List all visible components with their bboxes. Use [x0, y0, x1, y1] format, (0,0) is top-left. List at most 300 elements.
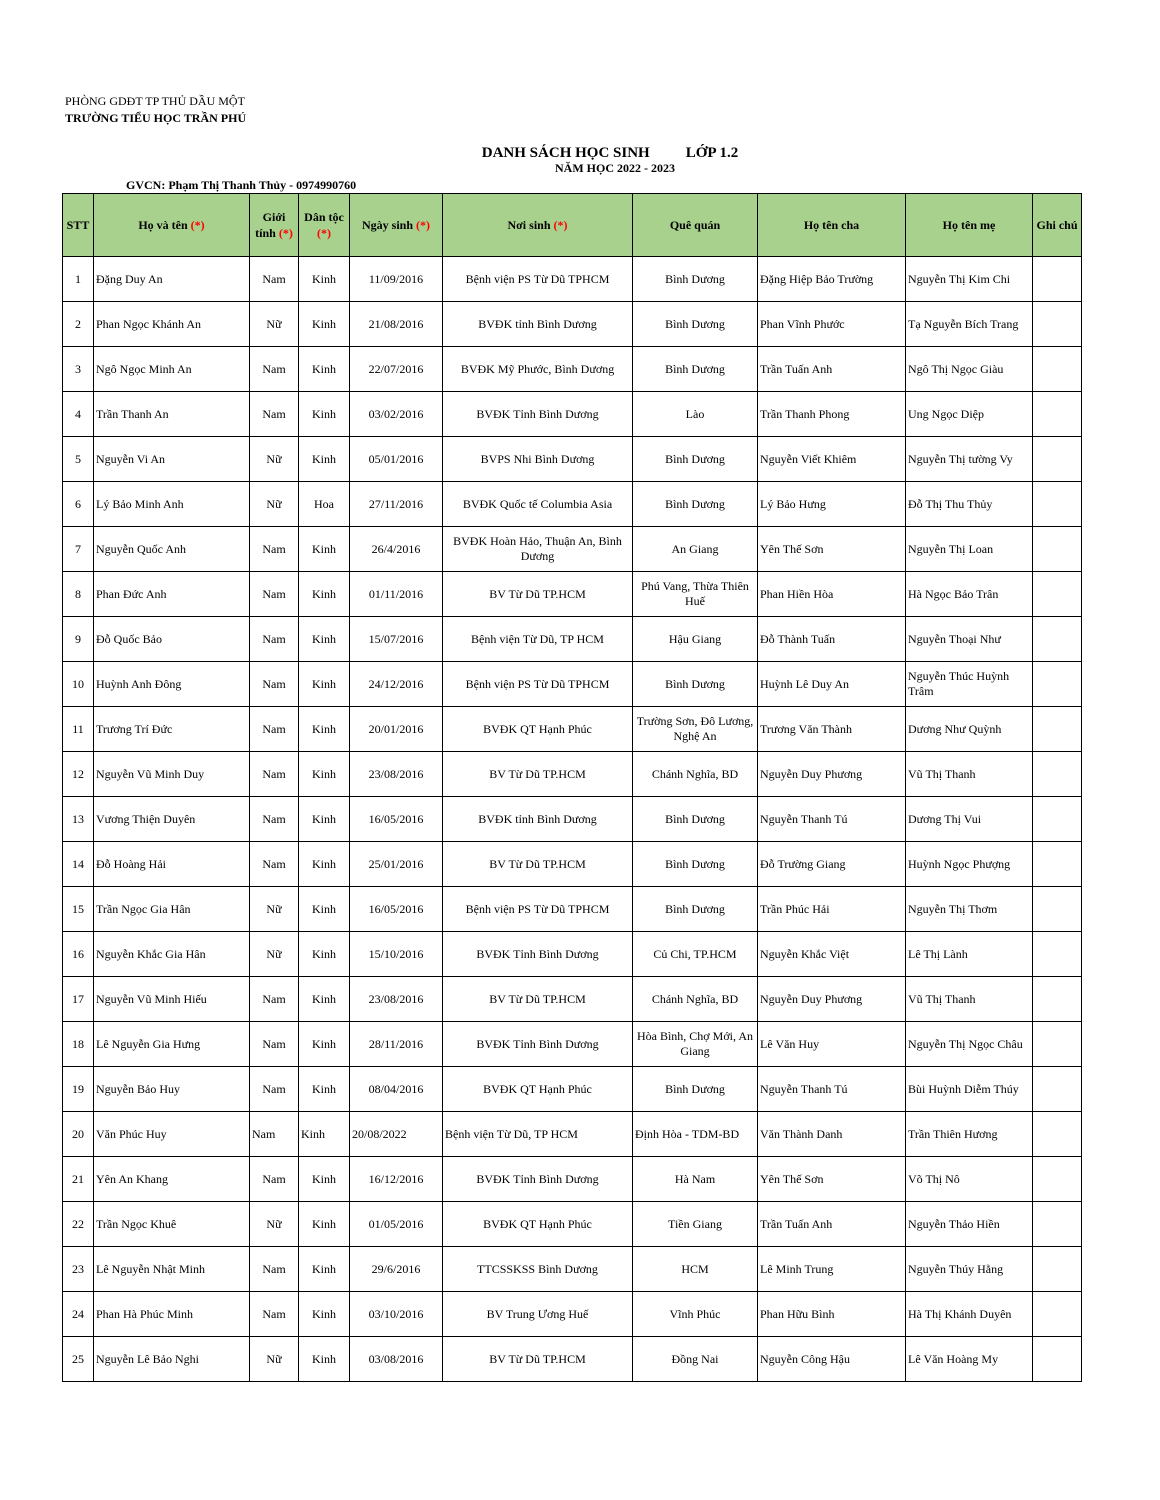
- note-cell: [1033, 617, 1082, 662]
- table-row: [63, 1247, 1082, 1292]
- stt-cell: 19: [63, 1067, 94, 1112]
- birthplace-cell: Bệnh viện PS Từ Dũ TPHCM: [443, 887, 633, 932]
- hometown-cell: Tiền Giang: [633, 1202, 758, 1247]
- table-row: [63, 887, 1082, 932]
- dob-cell: 16/05/2016: [350, 887, 443, 932]
- stt-cell: 7: [63, 527, 94, 572]
- dob-cell: 01/11/2016: [350, 572, 443, 617]
- hometown-cell: Bình Dương: [633, 347, 758, 392]
- gender-cell: Nữ: [250, 437, 299, 482]
- mother-cell: Nguyễn Thị Thơm: [906, 887, 1033, 932]
- father-cell: Nguyễn Duy Phương: [758, 977, 906, 1022]
- ethnicity-cell: Kinh: [299, 1112, 350, 1157]
- required-mark: (*): [553, 218, 568, 232]
- col-note: [1033, 194, 1082, 257]
- father-cell: Đỗ Thành Tuấn: [758, 617, 906, 662]
- birthplace-cell: BVĐK Tỉnh Bình Dương: [443, 1022, 633, 1067]
- father-cell: Nguyễn Duy Phương: [758, 752, 906, 797]
- dob-cell: 29/6/2016: [350, 1247, 443, 1292]
- dob-cell: 03/10/2016: [350, 1292, 443, 1337]
- table-row: [63, 752, 1082, 797]
- gender-cell: Nam: [250, 347, 299, 392]
- stt-cell: 9: [63, 617, 94, 662]
- col-stt-label: STT: [66, 218, 90, 232]
- dob-cell: 16/12/2016: [350, 1157, 443, 1202]
- col-ethnicity: [299, 194, 350, 257]
- ethnicity-cell: Kinh: [299, 662, 350, 707]
- table-row: [63, 392, 1082, 437]
- name-cell: Nguyễn Vũ Minh Hiếu: [94, 977, 250, 1022]
- dob-cell: 15/10/2016: [350, 932, 443, 977]
- note-cell: [1033, 1157, 1082, 1202]
- table-row: [63, 932, 1082, 977]
- stt-cell: 11: [63, 707, 94, 752]
- father-cell: Yên Thế Sơn: [758, 1157, 906, 1202]
- ethnicity-cell: Kinh: [299, 1247, 350, 1292]
- col-name: [94, 194, 250, 257]
- note-cell: [1033, 527, 1082, 572]
- hometown-cell: Định Hòa - TDM-BD: [633, 1112, 758, 1157]
- homeroom-teacher: GVCN: Phạm Thị Thanh Thủy - 0974990760: [126, 178, 357, 192]
- hometown-cell: Bình Dương: [633, 1067, 758, 1112]
- name-cell: Huỳnh Anh Đông: [94, 662, 250, 707]
- gender-cell: Nam: [250, 842, 299, 887]
- stt-cell: 4: [63, 392, 94, 437]
- note-cell: [1033, 1022, 1082, 1067]
- gender-cell: Nam: [250, 662, 299, 707]
- gender-cell: Nữ: [250, 1337, 299, 1382]
- gender-cell: Nam: [250, 257, 299, 302]
- ethnicity-cell: Kinh: [299, 302, 350, 347]
- dob-cell: 03/02/2016: [350, 392, 443, 437]
- mother-cell: Lê Thị Lành: [906, 932, 1033, 977]
- stt-cell: 6: [63, 482, 94, 527]
- table-row: [63, 1157, 1082, 1202]
- required-mark: (*): [317, 226, 331, 240]
- note-cell: [1033, 257, 1082, 302]
- class-label: LỚP 1.2: [685, 145, 739, 161]
- col-stt: [63, 194, 94, 257]
- table-header-row: [63, 194, 1082, 257]
- student-table: [62, 193, 1082, 1382]
- stt-cell: 10: [63, 662, 94, 707]
- name-cell: Lý Bảo Minh Anh: [94, 482, 250, 527]
- ethnicity-cell: Kinh: [299, 347, 350, 392]
- ethnicity-cell: Kinh: [299, 1337, 350, 1382]
- table-row: [63, 707, 1082, 752]
- note-cell: [1033, 437, 1082, 482]
- hometown-cell: Bình Dương: [633, 662, 758, 707]
- hometown-cell: Vĩnh Phúc: [633, 1292, 758, 1337]
- student-table-body: [63, 257, 1082, 1382]
- mother-cell: Lê Văn Hoàng My: [906, 1337, 1033, 1382]
- note-cell: [1033, 347, 1082, 392]
- name-cell: Trương Trí Đức: [94, 707, 250, 752]
- mother-cell: Vũ Thị Thanh: [906, 752, 1033, 797]
- table-row: [63, 572, 1082, 617]
- note-cell: [1033, 572, 1082, 617]
- required-mark: (*): [416, 218, 431, 232]
- gender-cell: Nam: [250, 707, 299, 752]
- mother-cell: Đỗ Thị Thu Thủy: [906, 482, 1033, 527]
- gender-cell: Nữ: [250, 887, 299, 932]
- mother-cell: Vũ Thị Thanh: [906, 977, 1033, 1022]
- name-cell: Nguyễn Lê Bảo Nghi: [94, 1337, 250, 1382]
- gender-cell: Nam: [250, 797, 299, 842]
- father-cell: Trần Tuấn Anh: [758, 347, 906, 392]
- father-cell: Đặng Hiệp Bảo Trường: [758, 257, 906, 302]
- mother-cell: Nguyễn Thảo Hiền: [906, 1202, 1033, 1247]
- note-cell: [1033, 1202, 1082, 1247]
- ethnicity-cell: Kinh: [299, 392, 350, 437]
- father-cell: Phan Hiền Hòa: [758, 572, 906, 617]
- mother-cell: Nguyễn Thúc Huỳnh Trâm: [906, 662, 1033, 707]
- table-row: [63, 1067, 1082, 1112]
- mother-cell: Hà Thị Khánh Duyên: [906, 1292, 1033, 1337]
- name-cell: Trần Thanh An: [94, 392, 250, 437]
- table-row: [63, 527, 1082, 572]
- hometown-cell: Trường Sơn, Đô Lương, Nghệ An: [633, 707, 758, 752]
- ethnicity-cell: Hoa: [299, 482, 350, 527]
- table-row: [63, 1337, 1082, 1382]
- department-name: PHÒNG GDĐT TP THỦ DẦU MỘT: [65, 94, 245, 108]
- ethnicity-cell: Kinh: [299, 1157, 350, 1202]
- birthplace-cell: Bệnh viện Từ Dũ, TP HCM: [443, 617, 633, 662]
- birthplace-cell: BVĐK QT Hạnh Phúc: [443, 1202, 633, 1247]
- stt-cell: 17: [63, 977, 94, 1022]
- ethnicity-cell: Kinh: [299, 1202, 350, 1247]
- name-cell: Yên An Khang: [94, 1157, 250, 1202]
- birthplace-cell: BV Từ Dũ TP.HCM: [443, 977, 633, 1022]
- ethnicity-cell: Kinh: [299, 1292, 350, 1337]
- stt-cell: 5: [63, 437, 94, 482]
- table-row: [63, 437, 1082, 482]
- note-cell: [1033, 302, 1082, 347]
- hometown-cell: Củ Chi, TP.HCM: [633, 932, 758, 977]
- name-cell: Nguyễn Quốc Anh: [94, 527, 250, 572]
- ethnicity-cell: Kinh: [299, 842, 350, 887]
- col-father-label: Họ tên cha: [803, 218, 860, 232]
- note-cell: [1033, 1067, 1082, 1112]
- note-cell: [1033, 482, 1082, 527]
- name-cell: Ngô Ngọc Minh An: [94, 347, 250, 392]
- note-cell: [1033, 932, 1082, 977]
- dob-cell: 22/07/2016: [350, 347, 443, 392]
- name-cell: Phan Đức Anh: [94, 572, 250, 617]
- ethnicity-cell: Kinh: [299, 437, 350, 482]
- ethnicity-cell: Kinh: [299, 572, 350, 617]
- mother-cell: Võ Thị Nô: [906, 1157, 1033, 1202]
- name-cell: Nguyễn Vi An: [94, 437, 250, 482]
- birthplace-cell: BV Từ Dũ TP.HCM: [443, 1337, 633, 1382]
- dob-cell: 15/07/2016: [350, 617, 443, 662]
- birthplace-cell: BVĐK QT Hạnh Phúc: [443, 707, 633, 752]
- hometown-cell: Chánh Nghĩa, BD: [633, 977, 758, 1022]
- table-row: [63, 1022, 1082, 1067]
- mother-cell: Trần Thiên Hương: [906, 1112, 1033, 1157]
- mother-cell: Hà Ngọc Bảo Trân: [906, 572, 1033, 617]
- mother-cell: Dương Như Quỳnh: [906, 707, 1033, 752]
- name-cell: Lê Nguyễn Gia Hưng: [94, 1022, 250, 1067]
- hometown-cell: An Giang: [633, 527, 758, 572]
- gender-cell: Nữ: [250, 932, 299, 977]
- ethnicity-cell: Kinh: [299, 752, 350, 797]
- stt-cell: 14: [63, 842, 94, 887]
- dob-cell: 25/01/2016: [350, 842, 443, 887]
- col-name-label: Họ và tên: [138, 218, 188, 232]
- father-cell: Văn Thành Danh: [758, 1112, 906, 1157]
- hometown-cell: Bình Dương: [633, 842, 758, 887]
- table-row: [63, 482, 1082, 527]
- hometown-cell: Bình Dương: [633, 482, 758, 527]
- note-cell: [1033, 797, 1082, 842]
- name-cell: Vương Thiện Duyên: [94, 797, 250, 842]
- hometown-cell: Bình Dương: [633, 302, 758, 347]
- table-row: [63, 1292, 1082, 1337]
- name-cell: Nguyễn Bảo Huy: [94, 1067, 250, 1112]
- hometown-cell: Hà Nam: [633, 1157, 758, 1202]
- note-cell: [1033, 977, 1082, 1022]
- gender-cell: Nam: [250, 1022, 299, 1067]
- note-cell: [1033, 707, 1082, 752]
- col-note-label: Ghi chú: [1036, 218, 1078, 232]
- stt-cell: 18: [63, 1022, 94, 1067]
- col-hometown: [633, 194, 758, 257]
- father-cell: Nguyễn Thanh Tú: [758, 797, 906, 842]
- mother-cell: Nguyễn Thị Loan: [906, 527, 1033, 572]
- note-cell: [1033, 392, 1082, 437]
- gender-cell: Nam: [250, 1112, 299, 1157]
- father-cell: Nguyễn Công Hậu: [758, 1337, 906, 1382]
- hometown-cell: Bình Dương: [633, 887, 758, 932]
- note-cell: [1033, 1292, 1082, 1337]
- dob-cell: 21/08/2016: [350, 302, 443, 347]
- father-cell: Nguyễn Viết Khiêm: [758, 437, 906, 482]
- mother-cell: Nguyễn Thị Ngọc Châu: [906, 1022, 1033, 1067]
- hometown-cell: Đồng Nai: [633, 1337, 758, 1382]
- mother-cell: Ung Ngọc Diệp: [906, 392, 1033, 437]
- dob-cell: 26/4/2016: [350, 527, 443, 572]
- mother-cell: Ngô Thị Ngọc Giàu: [906, 347, 1033, 392]
- col-gender-label-2: tính: [255, 226, 276, 240]
- stt-cell: 13: [63, 797, 94, 842]
- list-title: DANH SÁCH HỌC SINH: [481, 145, 650, 161]
- hometown-cell: Bình Dương: [633, 437, 758, 482]
- birthplace-cell: BVĐK Tỉnh Bình Dương: [443, 1157, 633, 1202]
- dob-cell: 20/08/2022: [350, 1112, 443, 1157]
- dob-cell: 16/05/2016: [350, 797, 443, 842]
- hometown-cell: Chánh Nghĩa, BD: [633, 752, 758, 797]
- ethnicity-cell: Kinh: [299, 887, 350, 932]
- stt-cell: 24: [63, 1292, 94, 1337]
- birthplace-cell: BVĐK QT Hạnh Phúc: [443, 1067, 633, 1112]
- father-cell: Trần Tuấn Anh: [758, 1202, 906, 1247]
- mother-cell: Nguyễn Thị tường Vy: [906, 437, 1033, 482]
- gender-cell: Nam: [250, 1157, 299, 1202]
- hometown-cell: Phú Vang, Thừa Thiên Huế: [633, 572, 758, 617]
- birthplace-cell: TTCSSKSS Bình Dương: [443, 1247, 633, 1292]
- ethnicity-cell: Kinh: [299, 707, 350, 752]
- col-birthplace: [443, 194, 633, 257]
- stt-cell: 16: [63, 932, 94, 977]
- note-cell: [1033, 887, 1082, 932]
- birthplace-cell: Bệnh viện PS Từ Dũ TPHCM: [443, 662, 633, 707]
- birthplace-cell: BVĐK tỉnh Bình Dương: [443, 302, 633, 347]
- col-dob: [350, 194, 443, 257]
- school-name: TRƯỜNG TIỂU HỌC TRẦN PHÚ: [65, 111, 247, 125]
- birthplace-cell: BV Từ Dũ TP.HCM: [443, 752, 633, 797]
- gender-cell: Nam: [250, 392, 299, 437]
- name-cell: Lê Nguyễn Nhật Minh: [94, 1247, 250, 1292]
- ethnicity-cell: Kinh: [299, 932, 350, 977]
- ethnicity-cell: Kinh: [299, 257, 350, 302]
- birthplace-cell: BVĐK tỉnh Bình Dương: [443, 797, 633, 842]
- table-row: [63, 842, 1082, 887]
- school-year-text: NĂM HỌC 2022 - 2023: [555, 161, 675, 175]
- col-hometown-label: Quê quán: [669, 218, 721, 232]
- father-cell: Trần Thanh Phong: [758, 392, 906, 437]
- father-cell: Nguyễn Khắc Việt: [758, 932, 906, 977]
- ethnicity-cell: Kinh: [299, 527, 350, 572]
- dob-cell: 28/11/2016: [350, 1022, 443, 1067]
- document-title: [0, 145, 1160, 162]
- name-cell: Đỗ Hoàng Hải: [94, 842, 250, 887]
- col-gender: [250, 194, 299, 257]
- note-cell: [1033, 1247, 1082, 1292]
- birthplace-cell: BVPS Nhi Bình Dương: [443, 437, 633, 482]
- gender-cell: Nam: [250, 1292, 299, 1337]
- stt-cell: 15: [63, 887, 94, 932]
- stt-cell: 21: [63, 1157, 94, 1202]
- gender-cell: Nữ: [250, 482, 299, 527]
- hometown-cell: Bình Dương: [633, 257, 758, 302]
- hometown-cell: HCM: [633, 1247, 758, 1292]
- school-year: [0, 161, 1160, 176]
- mother-cell: Bùi Huỳnh Diễm Thúy: [906, 1067, 1033, 1112]
- stt-cell: 12: [63, 752, 94, 797]
- birthplace-cell: BVĐK Tỉnh Bình Dương: [443, 932, 633, 977]
- gender-cell: Nam: [250, 1067, 299, 1112]
- birthplace-cell: BVĐK Hoàn Hảo, Thuận An, Bình Dương: [443, 527, 633, 572]
- col-father: [758, 194, 906, 257]
- gender-cell: Nam: [250, 572, 299, 617]
- required-mark: (*): [278, 226, 293, 240]
- ethnicity-cell: Kinh: [299, 977, 350, 1022]
- hometown-cell: Hậu Giang: [633, 617, 758, 662]
- dob-cell: 24/12/2016: [350, 662, 443, 707]
- hometown-cell: Lào: [633, 392, 758, 437]
- father-cell: Phan Vĩnh Phước: [758, 302, 906, 347]
- stt-cell: 25: [63, 1337, 94, 1382]
- name-cell: Đỗ Quốc Bảo: [94, 617, 250, 662]
- father-cell: Nguyễn Thanh Tú: [758, 1067, 906, 1112]
- gender-cell: Nam: [250, 1247, 299, 1292]
- father-cell: Trần Phúc Hải: [758, 887, 906, 932]
- birthplace-cell: Bệnh viện Từ Dũ, TP HCM: [443, 1112, 633, 1157]
- table-row: [63, 977, 1082, 1022]
- father-cell: Phan Hữu Bình: [758, 1292, 906, 1337]
- dob-cell: 27/11/2016: [350, 482, 443, 527]
- name-cell: Trần Ngọc Gia Hân: [94, 887, 250, 932]
- father-cell: Lê Văn Huy: [758, 1022, 906, 1067]
- stt-cell: 8: [63, 572, 94, 617]
- dob-cell: 08/04/2016: [350, 1067, 443, 1112]
- mother-cell: Nguyễn Thị Kim Chi: [906, 257, 1033, 302]
- name-cell: Nguyễn Khắc Gia Hân: [94, 932, 250, 977]
- ethnicity-cell: Kinh: [299, 617, 350, 662]
- gender-cell: Nam: [250, 527, 299, 572]
- father-cell: Huỳnh Lê Duy An: [758, 662, 906, 707]
- note-cell: [1033, 752, 1082, 797]
- note-cell: [1033, 662, 1082, 707]
- table-row: [63, 347, 1082, 392]
- stt-cell: 22: [63, 1202, 94, 1247]
- birthplace-cell: BV Từ Dũ TP.HCM: [443, 572, 633, 617]
- birthplace-cell: BVĐK Quốc tế Columbia Asia: [443, 482, 633, 527]
- table-row: [63, 617, 1082, 662]
- birthplace-cell: BVĐK Mỹ Phước, Bình Dương: [443, 347, 633, 392]
- birthplace-cell: BV Trung Ương Huế: [443, 1292, 633, 1337]
- ethnicity-cell: Kinh: [299, 1022, 350, 1067]
- mother-cell: Nguyễn Thúy Hằng: [906, 1247, 1033, 1292]
- birthplace-cell: BVĐK Tỉnh Bình Dương: [443, 392, 633, 437]
- note-cell: [1033, 842, 1082, 887]
- dob-cell: 23/08/2016: [350, 752, 443, 797]
- dob-cell: 01/05/2016: [350, 1202, 443, 1247]
- hometown-cell: Bình Dương: [633, 797, 758, 842]
- col-dob-label: Ngày sinh: [361, 218, 414, 232]
- note-cell: [1033, 1337, 1082, 1382]
- stt-cell: 1: [63, 257, 94, 302]
- stt-cell: 2: [63, 302, 94, 347]
- birthplace-cell: Bệnh viện PS Từ Dũ TPHCM: [443, 257, 633, 302]
- table-row: [63, 1202, 1082, 1247]
- gender-cell: Nữ: [250, 302, 299, 347]
- name-cell: Nguyễn Vũ Minh Duy: [94, 752, 250, 797]
- col-birthplace-label: Nơi sinh: [507, 218, 551, 232]
- ethnicity-cell: Kinh: [299, 1067, 350, 1112]
- father-cell: Lý Bảo Hưng: [758, 482, 906, 527]
- birthplace-cell: BV Từ Dũ TP.HCM: [443, 842, 633, 887]
- dob-cell: 05/01/2016: [350, 437, 443, 482]
- note-cell: [1033, 1112, 1082, 1157]
- name-cell: Phan Ngọc Khánh An: [94, 302, 250, 347]
- name-cell: Đặng Duy An: [94, 257, 250, 302]
- required-mark: (*): [190, 218, 205, 232]
- stt-cell: 20: [63, 1112, 94, 1157]
- gender-cell: Nam: [250, 617, 299, 662]
- name-cell: Trần Ngọc Khuê: [94, 1202, 250, 1247]
- col-mother: [906, 194, 1033, 257]
- mother-cell: Tạ Nguyễn Bích Trang: [906, 302, 1033, 347]
- dob-cell: 11/09/2016: [350, 257, 443, 302]
- dob-cell: 20/01/2016: [350, 707, 443, 752]
- father-cell: Trương Văn Thành: [758, 707, 906, 752]
- father-cell: Lê Minh Trung: [758, 1247, 906, 1292]
- stt-cell: 23: [63, 1247, 94, 1292]
- dob-cell: 03/08/2016: [350, 1337, 443, 1382]
- gender-cell: Nam: [250, 752, 299, 797]
- mother-cell: Dương Thị Vui: [906, 797, 1033, 842]
- table-row: [63, 257, 1082, 302]
- table-row: [63, 302, 1082, 347]
- father-cell: Đỗ Trường Giang: [758, 842, 906, 887]
- gender-cell: Nữ: [250, 1202, 299, 1247]
- col-gender-label: Giới: [262, 210, 286, 224]
- father-cell: Yên Thế Sơn: [758, 527, 906, 572]
- stt-cell: 3: [63, 347, 94, 392]
- col-mother-label: Họ tên mẹ: [942, 218, 996, 232]
